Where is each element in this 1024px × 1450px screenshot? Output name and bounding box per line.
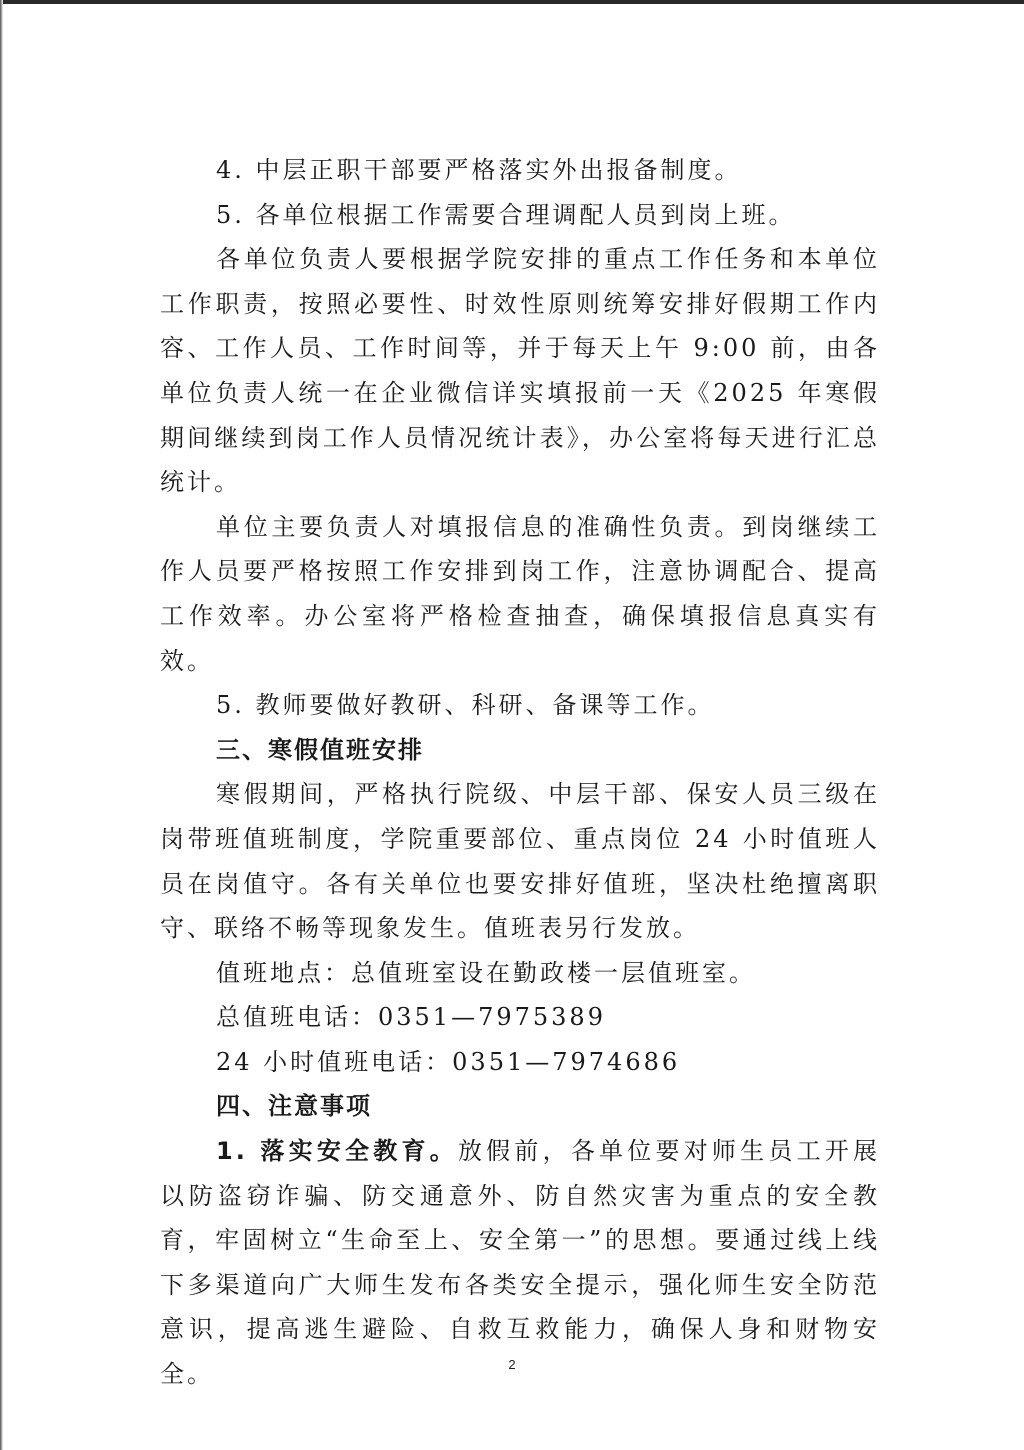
section3-body: 寒假期间，严格执行院级、中层干部、保安人员三级在岗带班值班制度，学院重要部位、重点岗位 24 小时值班人员在岗值守。各有关单位也要安排好值班，坚决杜绝擅离职守、联络不畅等现象发生。值班表另行发放。 xyxy=(160,780,880,943)
paragraph-unit-responsibility: 各单位负责人要根据学院安排的重点工作任务和本单位工作职责，按照必要性、时效性原则统筹安排好假期工作内容、工作人员、工作时间等，并于每天上午 9:00 前，由各单位负责人统一在企业微信详实填报前一天《2025 年寒假期间继续到岗工作人员情况统计表》，办公室将每天进行汇总统计。 xyxy=(160,245,880,497)
duty-phone-24h: 24 小时值班电话：0351—7974686 xyxy=(216,1047,681,1076)
document-body xyxy=(160,148,880,1397)
paragraph-item4: 4. 中层正职干部要严格落实外出报备制度。 xyxy=(216,156,742,184)
section4-item1-lead: 1. 落实安全教育。 xyxy=(216,1137,458,1166)
scan-left-border xyxy=(0,0,3,1450)
duty-phone-main: 总值班电话：0351—7975389 xyxy=(216,1003,606,1032)
section3-heading: 三、寒假值班安排 xyxy=(216,735,424,764)
section4-item1-body: 放假前，各单位要对师生员工开展以防盗窃诈骗、防交通意外、防自然灾害为重点的安全教育，牢固树立“生命至上、安全第一”的思想。要通过线上线下多渠道向广大师生发布各类安全提示，强化师生安全防范意识，提高逃生避险、自救互救能力，确保人身和财物安全。 xyxy=(160,1137,881,1389)
section4-heading: 四、注意事项 xyxy=(216,1092,372,1121)
page-number: 2 xyxy=(508,1357,516,1372)
duty-location: 值班地点：总值班室设在勤政楼一层值班室。 xyxy=(216,958,756,987)
paragraph-item5-staffing: 5. 各单位根据工作需要合理调配人员到岗上班。 xyxy=(216,200,796,229)
scan-top-border xyxy=(0,0,1024,4)
paragraph-item5-teachers: 5. 教师要做好教研、科研、备课等工作。 xyxy=(216,691,715,720)
paragraph-accuracy-responsibility: 单位主要负责人对填报信息的准确性负责。到岗继续工作人员要严格按照工作安排到岗工作，注意协调配合、提高工作效率。办公室将严格检查抽查，确保填报信息真实有效。 xyxy=(160,512,880,675)
